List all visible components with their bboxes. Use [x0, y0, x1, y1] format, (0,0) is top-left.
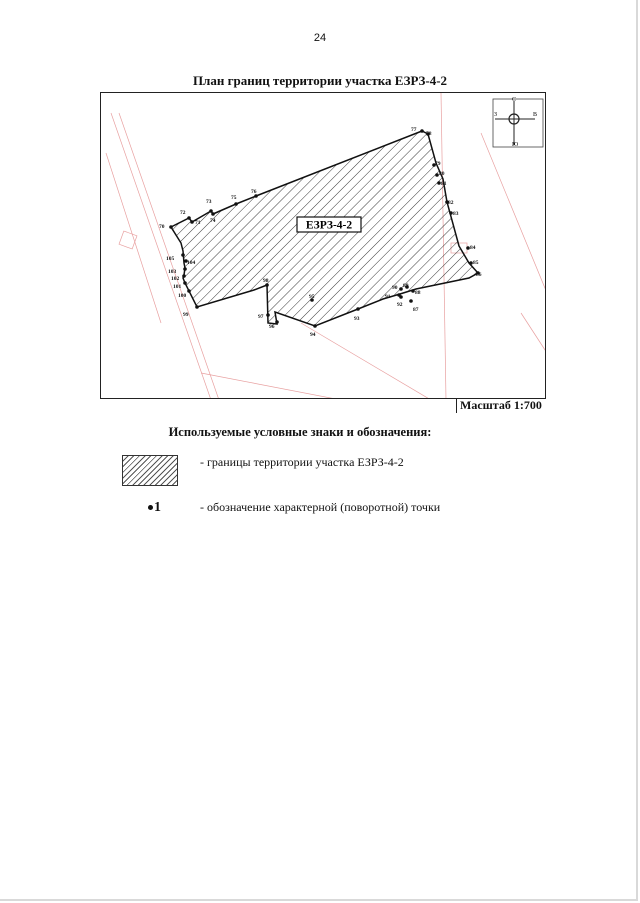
point-label: 100: [178, 293, 187, 299]
plan-title: План границ территории участка ЕЗРЗ-4-2: [192, 73, 448, 88]
point-label: 83: [453, 211, 459, 217]
point-label: 104: [187, 260, 196, 266]
compass-north: С: [512, 97, 517, 103]
point-label: 99: [183, 312, 189, 318]
point-label: 79: [435, 161, 441, 167]
compass-rose: [493, 97, 543, 148]
map-frame: [100, 92, 546, 399]
point-label: 89: [403, 283, 409, 289]
point-label: 74: [210, 218, 216, 224]
point-label: 91: [385, 294, 391, 300]
legend-point-number: 1: [154, 500, 161, 515]
point-label: 88: [415, 290, 421, 296]
legend-boundary-swatch: [122, 455, 178, 486]
legend-point-symbol: [148, 500, 161, 516]
point-label: 82: [448, 200, 454, 206]
point-dot-icon: [148, 505, 153, 510]
point-label: 78: [426, 131, 432, 137]
page-number: 24: [313, 32, 327, 44]
compass-south: Ю: [512, 142, 519, 148]
point-label: 96: [269, 324, 275, 330]
point-label: 94: [310, 332, 316, 338]
point-label: 85: [473, 260, 479, 266]
point-label: 77: [411, 127, 417, 133]
scale-label: Масштаб 1:700: [456, 398, 542, 413]
legend-boundary-text: - границы территории участка ЕЗРЗ-4-2: [200, 455, 404, 469]
parcel-label-box: [297, 217, 361, 232]
parcel-label: ЕЗРЗ-4-2: [305, 219, 353, 232]
point-label: 87: [413, 307, 419, 313]
compass-west: З: [494, 112, 498, 118]
point-label: 73: [206, 199, 212, 205]
point-label: 97: [258, 314, 264, 320]
point-label: 84: [470, 245, 476, 251]
point-label: 105: [166, 256, 175, 262]
legend-title: Используемые условные знаки и обозначения:: [168, 425, 432, 439]
point-label: 98: [263, 278, 269, 284]
point-label: 71: [195, 220, 201, 226]
point-label: 95: [309, 294, 315, 300]
point-label: 81: [441, 181, 447, 187]
legend-point-text: - обозначение характерной (поворотной) точки: [200, 500, 441, 514]
point-label: 103: [168, 269, 177, 275]
plan-map: [101, 93, 546, 399]
point-label: 72: [180, 210, 186, 216]
point-label: 76: [251, 189, 257, 195]
point-label: 75: [231, 195, 237, 201]
point-label: 101: [173, 284, 182, 290]
point-label: 86: [476, 272, 482, 278]
point-label: 102: [171, 276, 180, 282]
point-label: 92: [397, 302, 403, 308]
point-label: 90: [392, 285, 398, 291]
point-label: 93: [354, 316, 360, 322]
point-label: 70: [159, 224, 165, 230]
point-label: 80: [439, 171, 445, 177]
compass-east: В: [533, 112, 538, 118]
